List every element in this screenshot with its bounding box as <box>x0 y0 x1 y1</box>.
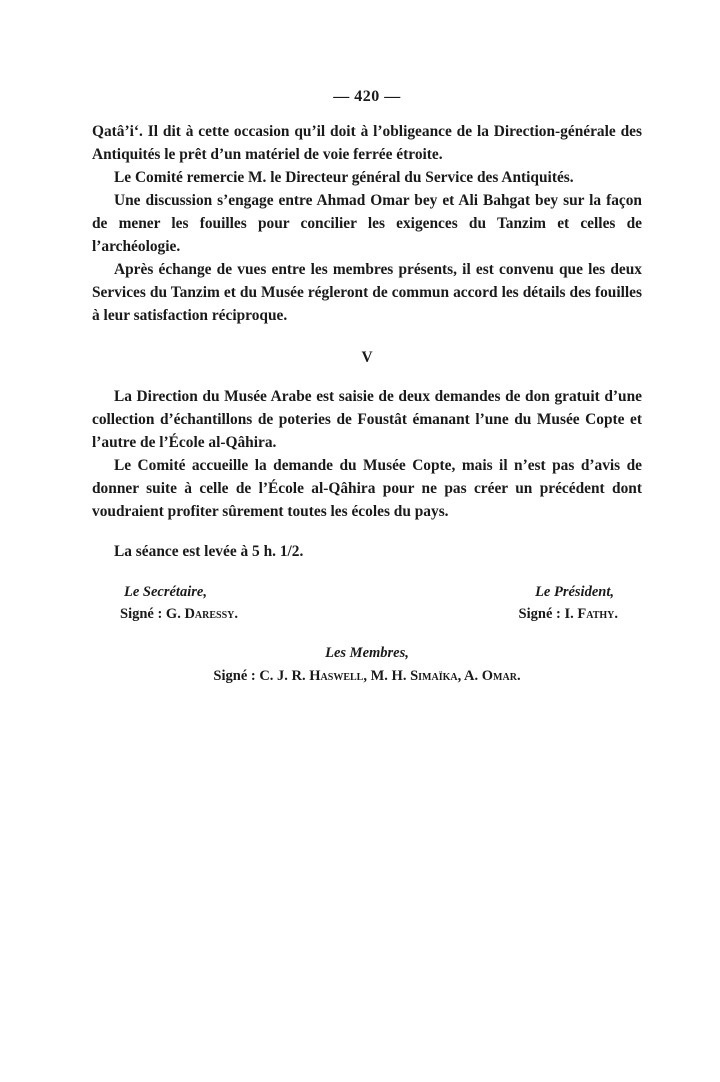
president-signature <box>519 581 618 625</box>
member-3-prefix: A. <box>464 668 482 684</box>
paragraph-3: Une discussion s’engage entre Ahmad Omar bey et Ali Bahgat bey sur la façon de mener les fouilles pour concilier les exigences du Tanzim et celles de l’archéologie. <box>92 192 642 255</box>
section-paragraph-1: La Direction du Musée Arabe est saisie de deux demandes de don gratuit d’une collection d’échantillons de poteries de Foustât émanant l’une du Musée Copte et l’autre de l’École al-Qâhira. <box>92 388 642 451</box>
president-prefix: Signé : I. <box>518 606 578 622</box>
member-simaika: Simaïka <box>410 668 458 684</box>
secretary-role: Le Secrétaire, <box>124 584 207 600</box>
page-number: — 420 — <box>333 88 401 105</box>
paragraph-1: Qatâ’i‘. Il dit à cette occasion qu’il doit à l’obligeance de la Direction-générale des Antiquités le prêt d’un matériel de voie ferrée étroite. <box>92 123 642 163</box>
president-signed <box>519 603 618 625</box>
member-2-prefix: M. H. <box>370 668 411 684</box>
document-page <box>92 88 642 687</box>
paragraph-4: Après échange de vues entre les membres présents, il est convenu que les deux Services du Tanzim et du Musée régleront de commun accord les détails des fouilles à leur satisfaction réciproque. <box>92 261 642 324</box>
members-role: Les Membres, <box>325 645 409 661</box>
president-role: Le Président, <box>535 584 614 600</box>
secretary-prefix: Signé : G. <box>120 606 185 622</box>
section-title: V <box>361 349 373 366</box>
closing-statement: La séance est levée à 5 h. 1/2. <box>114 543 304 560</box>
members-prefix: Signé : C. J. R. <box>213 668 310 684</box>
paragraph-2: Le Comité remercie M. le Directeur général du Service des Antiquités. <box>114 169 574 186</box>
signature-block <box>92 581 642 631</box>
member-omar: Omar. <box>481 668 521 684</box>
president-name: Fathy. <box>577 606 618 622</box>
members-signed: Signé : C. J. R. Haswell, M. H. Simaïka, A. Omar. <box>213 668 521 684</box>
secretary-name: Daressy. <box>184 606 239 622</box>
secretary-signed <box>120 603 238 625</box>
member-haswell: Haswell <box>309 668 364 684</box>
members-signature <box>92 641 642 687</box>
secretary-signature <box>120 581 238 625</box>
section-paragraph-2: Le Comité accueille la demande du Musée Copte, mais il n’est pas d’avis de donner suite à celle de l’École al-Qâhira pour ne pas créer un précédent dont voudraient profiter sûrement toutes les écoles du pays. <box>92 457 642 520</box>
